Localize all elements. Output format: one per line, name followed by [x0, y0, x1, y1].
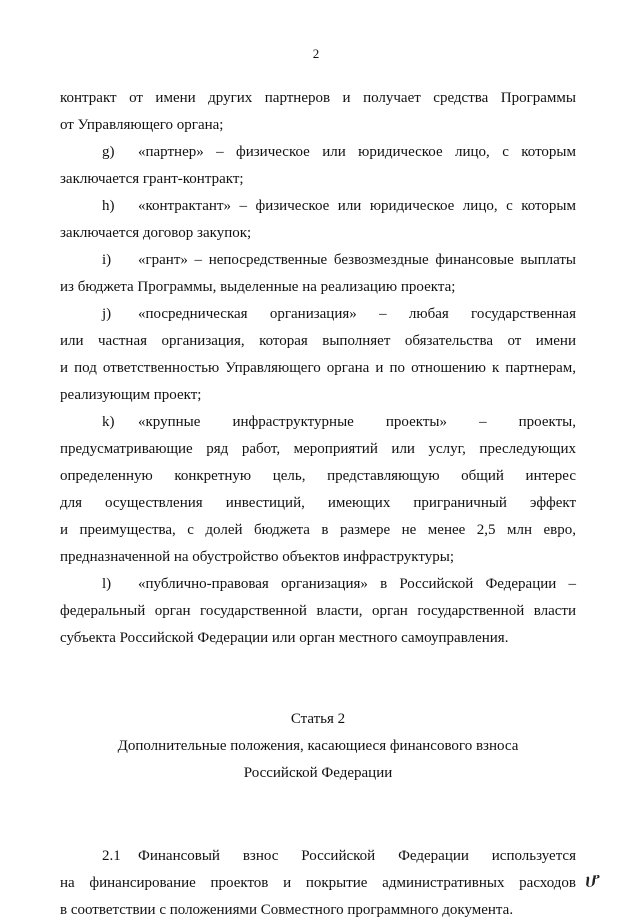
clause-2-1-text: Финансовый взнос Российской Федерации используется	[138, 848, 576, 864]
item-g-line-2: заключается грант-контракт;	[60, 171, 244, 187]
document-body	[60, 85, 576, 924]
item-l-line-1	[60, 571, 576, 598]
item-i-line-2: из бюджета Программы, выделенные на реализацию проекта;	[60, 279, 456, 295]
item-k-line-1	[60, 409, 576, 436]
item-i-marker: i)	[102, 252, 112, 268]
article-subtitle-line-1: Дополнительные положения, касающиеся финансового взноса	[117, 738, 519, 754]
item-l-marker: l)	[102, 576, 112, 592]
item-k-line-3: определенную конкретную цель, представляющую общий интерес	[60, 468, 576, 484]
article-subtitle-line-2: Российской Федерации	[243, 765, 393, 781]
handwritten-corner-mark: ሆ	[585, 868, 601, 893]
page-number: 2	[312, 46, 320, 61]
item-j-text: «посредническая организация» – любая государственная	[138, 306, 576, 322]
article-title: Статья 2	[290, 711, 346, 727]
clause-2-1-number: 2.1	[102, 848, 121, 864]
item-g-marker: g)	[102, 144, 115, 160]
item-l-line-3: субъекта Российской Федерации или орган местного самоуправления.	[60, 630, 509, 646]
item-k-marker: k)	[102, 414, 115, 430]
clause-2-1-line-3: в соответствии с положениями Совместного программного документа.	[60, 902, 514, 918]
item-k-line-4: для осуществления инвестиций, имеющих приграничный эффект	[60, 495, 576, 511]
item-l-text: «публично-правовая организация» в Российской Федерации –	[138, 576, 576, 592]
item-j-line-1	[60, 301, 576, 328]
item-k-text: «крупные инфраструктурные проекты» – проекты,	[138, 414, 576, 430]
item-k-line-5: и преимущества, с долей бюджета в размере не менее 2,5 млн евро,	[60, 522, 576, 538]
item-j-line-3: и под ответственностью Управляющего органа и по отношению к партнерам,	[60, 360, 576, 376]
item-h-text: «контрактант» – физическое или юридическое лицо, с которым	[138, 198, 576, 214]
item-j-line-2: или частная организация, которая выполняет обязательства от имени	[60, 333, 576, 349]
item-h-line-1	[60, 193, 576, 220]
clause-2-1-line-1	[60, 843, 576, 870]
clause-2-1-line-2: на финансирование проектов и покрытие административных расходов	[60, 875, 576, 891]
item-g-text: «партнер» – физическое или юридическое лицо, с которым	[138, 144, 576, 160]
item-g-line-1	[60, 139, 576, 166]
item-k-line-6: предназначенной на обустройство объектов инфраструктуры;	[60, 549, 454, 565]
item-h-line-2: заключается договор закупок;	[60, 225, 252, 241]
intro-line-1: контракт от имени других партнеров и получает средства Программы	[60, 90, 576, 106]
item-i-text: «грант» – непосредственные безвозмездные финансовые выплаты	[138, 252, 576, 268]
item-h-marker: h)	[102, 198, 115, 214]
item-j-marker: j)	[102, 306, 112, 322]
intro-line-2: от Управляющего органа;	[60, 117, 224, 133]
item-j-line-4: реализующим проект;	[60, 387, 202, 403]
item-k-line-2: предусматривающие ряд работ, мероприятий или услуг, преследующих	[60, 441, 576, 457]
item-l-line-2: федеральный орган государственной власти, орган государственной власти	[60, 603, 576, 619]
item-i-line-1	[60, 247, 576, 274]
